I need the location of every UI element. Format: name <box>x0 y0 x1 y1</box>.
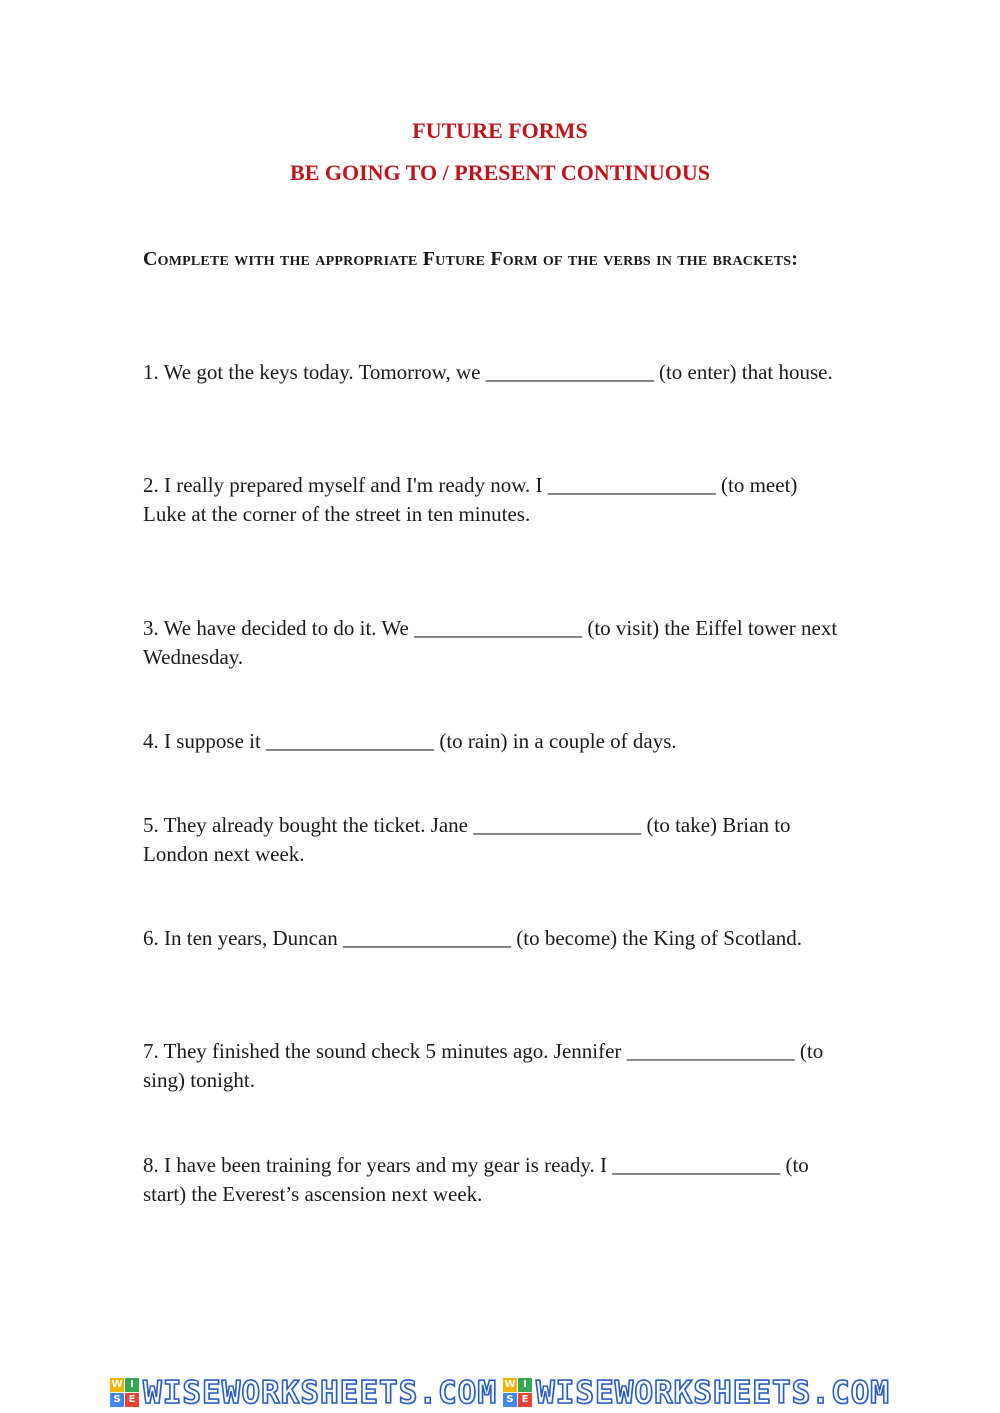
logo-tile: I <box>518 1378 532 1392</box>
exercise-item: 5. They already bought the ticket. Jane ________________ (to take) Brian to London next week. <box>143 813 791 866</box>
watermark-block <box>503 1375 890 1411</box>
wiseworksheets-logo-icon <box>110 1378 139 1407</box>
exercise-item: 6. In ten years, Duncan ________________ (to become) the King of Scotland. <box>143 926 803 950</box>
logo-tile: E <box>125 1393 139 1407</box>
exercise-item: 7. They finished the sound check 5 minutes ago. Jennifer ________________ (to sing) tonight. <box>143 1039 824 1092</box>
wiseworksheets-logo-icon <box>503 1378 532 1407</box>
exercise-item: 4. I suppose it ________________ (to rain) in a couple of days. <box>143 729 677 753</box>
footer-watermark <box>0 1372 1000 1413</box>
logo-tile: S <box>110 1393 124 1407</box>
exercise-item: 1. We got the keys today. Tomorrow, we ________________ (to enter) that house. <box>143 360 833 384</box>
exercise-item: 3. We have decided to do it. We ________________ (to visit) the Eiffel tower next Wednesday. <box>143 616 838 669</box>
instructions: Complete with the appropriate Future Form of the verbs in the brackets: <box>143 248 799 270</box>
logo-tile: I <box>125 1378 139 1392</box>
exercise-item: 8. I have been training for years and my gear is ready. I ________________ (to start) the Everest’s ascension next week. <box>143 1153 809 1206</box>
logo-tile: W <box>504 1379 516 1390</box>
logo-tile: W <box>111 1379 123 1390</box>
watermark-text: WISEWORKSHEETS.COM <box>536 1374 890 1411</box>
logo-tile: E <box>518 1393 532 1407</box>
watermark-text: WISEWORKSHEETS.COM <box>143 1374 497 1411</box>
page-title: FUTURE FORMS <box>412 118 588 143</box>
exercise-item: 2. I really prepared myself and I'm ready now. I ________________ (to meet) Luke at the corner of the street in ten minutes. <box>143 473 798 526</box>
logo-tile: S <box>503 1393 517 1407</box>
page-subtitle: BE GOING TO / PRESENT CONTINUOUS <box>290 160 710 185</box>
watermark-block <box>110 1375 497 1411</box>
